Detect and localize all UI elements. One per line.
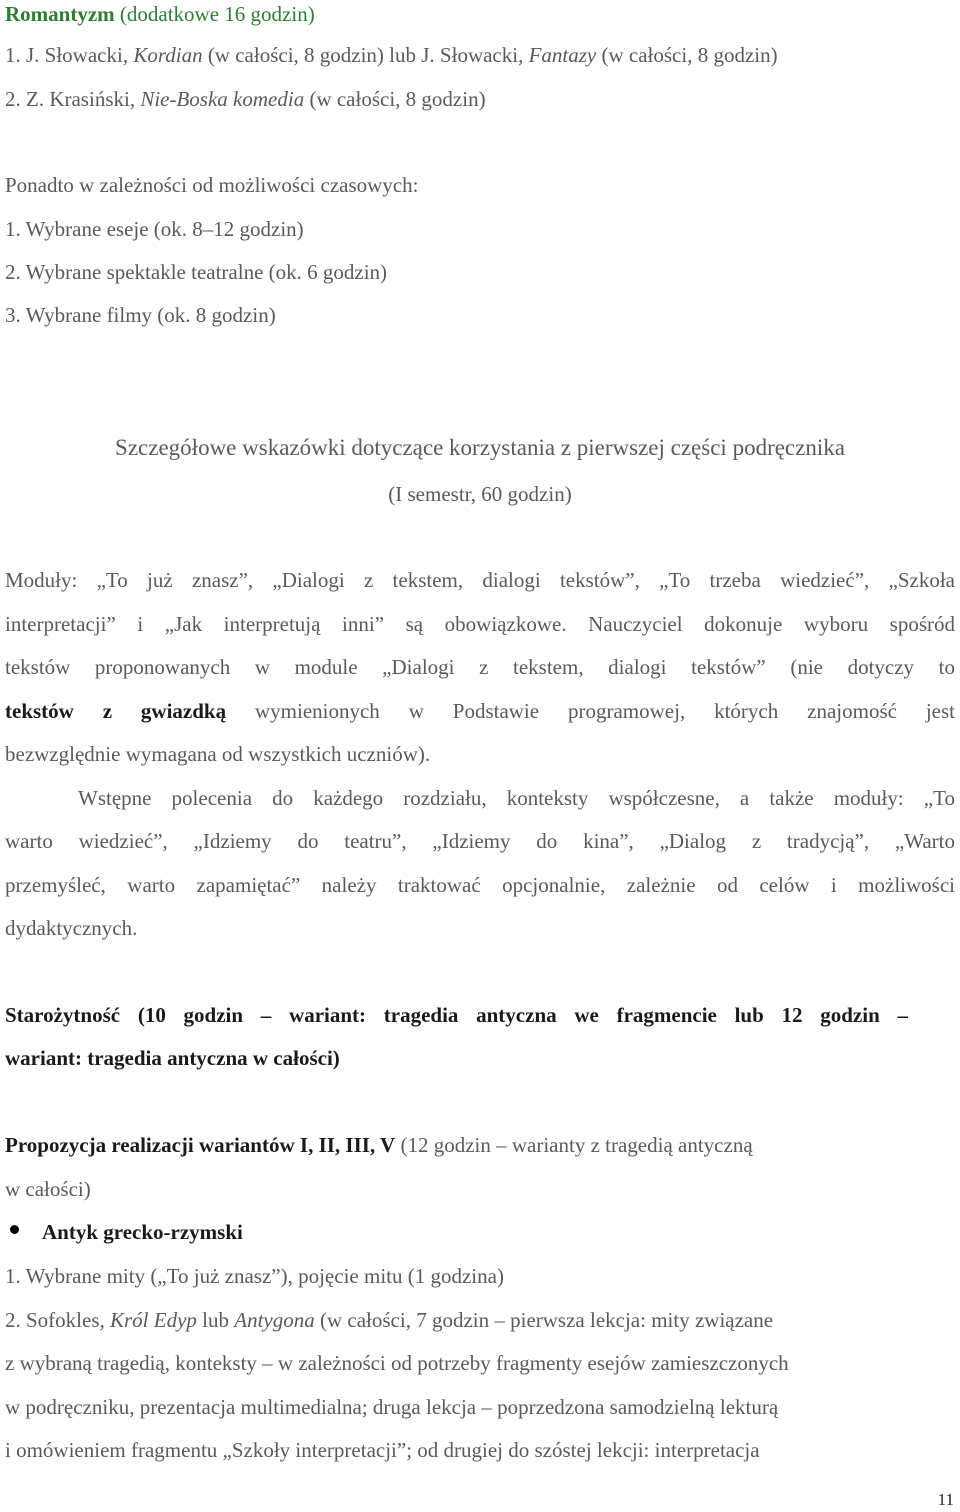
romantyzm-item-2 bbox=[5, 85, 486, 113]
guidelines-subtitle: (I semestr, 60 godzin) bbox=[388, 482, 572, 506]
optional-item-2: 2. Wybrane spektakle teatralne (ok. 6 godzin) bbox=[5, 260, 388, 284]
text-run: (w całości, 8 godzin) bbox=[304, 87, 486, 111]
proposal-item-2 bbox=[5, 1306, 773, 1334]
text-run: (w całości, 8 godzin) lub J. Słowacki, bbox=[202, 43, 529, 67]
paragraph2-line2: warto wiedzieć”, „Idziemy do teatru”, „Idziemy do kina”, „Dialog z tradycją”, „Warto bbox=[5, 829, 955, 853]
romantyzm-item-1 bbox=[5, 41, 778, 69]
paragraph1-line3: tekstów proponowanych w module „Dialogi z tekstem, dialogi tekstów” (nie dotyczy to bbox=[5, 655, 955, 679]
paragraph1-line1: Moduły: „To już znasz”, „Dialogi z tekstem, dialogi tekstów”, „To trzeba wiedzieć”, „Szkoła bbox=[5, 568, 955, 592]
bullet-icon bbox=[10, 1225, 19, 1234]
proposal-heading: Propozycja realizacji wariantów I, II, III, V bbox=[5, 1133, 396, 1157]
proposal-line-a: z wybraną tragedią, konteksty – w zależności od potrzeby fragmenty esejów zamieszczonych bbox=[5, 1351, 789, 1375]
optional-item-3: 3. Wybrane filmy (ok. 8 godzin) bbox=[5, 303, 276, 327]
title-antygona: Antygona bbox=[234, 1308, 315, 1332]
paragraph2-line4: dydaktycznych. bbox=[5, 916, 138, 940]
title-kordian: Kordian bbox=[133, 43, 203, 67]
title-fantazy: Fantazy bbox=[528, 43, 597, 67]
text-run: (w całości, 8 godzin) bbox=[596, 43, 778, 67]
bold-asterisk-texts: tekstów z gwiazdką bbox=[5, 699, 227, 723]
text-run: lub bbox=[196, 1308, 235, 1332]
text-run: 2. Z. Krasiński, bbox=[5, 87, 141, 111]
proposal-line2: w całości) bbox=[5, 1177, 91, 1201]
text-run: 1. J. Słowacki, bbox=[5, 43, 134, 67]
romantyzm-heading-line bbox=[5, 0, 315, 28]
optional-item-1: 1. Wybrane eseje (ok. 8–12 godzin) bbox=[5, 217, 304, 241]
proposal-line1 bbox=[5, 1131, 753, 1159]
title-krol-edyp: Król Edyp bbox=[110, 1308, 197, 1332]
paragraph2-line1: Wstępne polecenia do każdego rozdziału, konteksty współczesne, a także moduły: „To bbox=[78, 786, 955, 810]
proposal-line-b: w podręczniku, prezentacja multimedialna; druga lekcja – poprzedzona samodzielną lekturą bbox=[5, 1395, 779, 1419]
proposal-item-1: 1. Wybrane mity („To już znasz”), pojęcie mitu (1 godzina) bbox=[5, 1264, 504, 1288]
text-run: 2. Sofokles, bbox=[5, 1308, 110, 1332]
proposal-line-c: i omówieniem fragmentu „Szkoły interpretacji”; od drugiej do szóstej lekcji: interpretacja bbox=[5, 1438, 760, 1462]
paragraph1-line5: bezwzględnie wymagana od wszystkich uczniów). bbox=[5, 742, 431, 766]
text-run: (12 godzin – warianty z tragedią antyczną bbox=[395, 1133, 753, 1157]
guidelines-title: Szczegółowe wskazówki dotyczące korzystania z pierwszej części podręcznika bbox=[115, 435, 845, 460]
starozytnosc-heading-line2: wariant: tragedia antyczna w całości) bbox=[5, 1046, 340, 1070]
paragraph1-line2: interpretacji” i „Jak interpretują inni” są obowiązkowe. Nauczyciel dokonuje wyboru spośród bbox=[5, 612, 955, 636]
title-nie-boska-komedia: Nie-Boska komedia bbox=[140, 87, 305, 111]
optional-heading: Ponadto w zależności od możliwości czasowych: bbox=[5, 173, 419, 197]
paragraph2-line3: przemyśleć, warto zapamiętać” należy traktować opcjonalnie, zależnie od celów i możliwości bbox=[5, 873, 955, 897]
starozytnosc-heading-line1: Starożytność (10 godzin – wariant: tragedia antyczna we fragmencie lub 12 godzin – bbox=[5, 1003, 908, 1027]
page-number: 11 bbox=[937, 1490, 954, 1509]
romantyzm-heading-note: (dodatkowe 16 godzin) bbox=[119, 2, 315, 26]
bullet-antyk: Antyk grecko-rzymski bbox=[42, 1220, 243, 1244]
text-run: wymienionych w Podstawie programowej, których znajomość jest bbox=[226, 699, 955, 723]
romantyzm-heading: Romantyzm bbox=[5, 2, 115, 26]
paragraph1-line4 bbox=[5, 697, 955, 725]
text-run: (w całości, 7 godzin – pierwsza lekcja: mity związane bbox=[314, 1308, 774, 1332]
